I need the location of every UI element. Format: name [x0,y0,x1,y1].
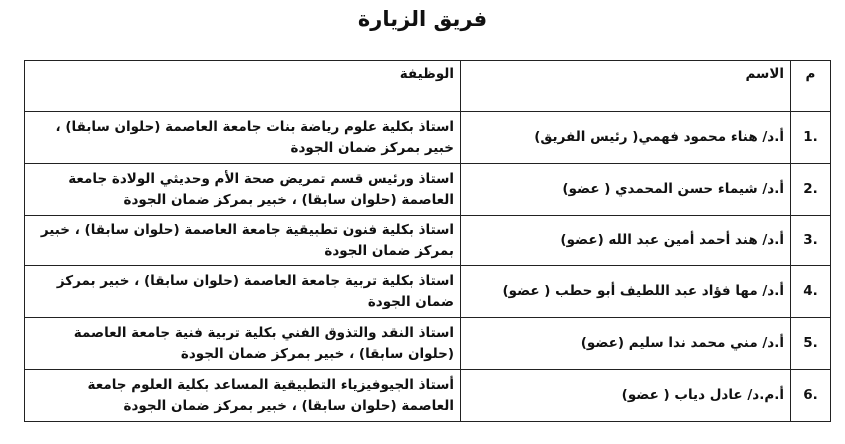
page-title: فريق الزيارة [357,7,488,31]
table-row [25,318,831,370]
header-name: الاسم [461,61,791,112]
member-name: أ.م.د/ عادل دياب ( عضو) [461,370,791,422]
row-number: .6 [791,370,831,422]
table-row [25,164,831,216]
row-number: .5 [791,318,831,370]
member-job: استاذ بكلية تربية جامعة العاصمة (حلوان سابقا) ، خبير بمركز ضمان الجودة [25,266,461,318]
header-number: م [791,61,831,112]
table-header-row [25,61,831,112]
table-row [25,112,831,164]
row-number: .2 [791,164,831,216]
member-job: استاذ بكلية علوم رياضة بنات جامعة العاصمة (حلوان سابقا) ، خبير بمركز ضمان الجودة [25,112,461,164]
member-job: أستاذ الجيوفيزياء التطبيقية المساعد بكلية العلوم جامعة العاصمة (حلوان سابقا) ، خبير بمركز ضمان الجودة [25,370,461,422]
member-job: استاذ ورئيس قسم تمريض صحة الأم وحديثي الولادة جامعة العاصمة (حلوان سابقا) ، خبير بمركز ضمان الجودة [25,164,461,216]
member-job: استاذ بكلية فنون تطبيقية جامعة العاصمة (حلوان سابقا) ، خبير بمركز ضمان الجودة [25,216,461,266]
row-number: .4 [791,266,831,318]
member-name: أ.د/ شيماء حسن المحمدي ( عضو) [461,164,791,216]
table-row [25,216,831,266]
member-name: أ.د/ مها فؤاد عبد اللطيف أبو حطب ( عضو) [461,266,791,318]
header-job: الوظيفة [25,61,461,112]
member-name: أ.د/ هناء محمود فهمي( رئيس الفريق) [461,112,791,164]
team-table [24,60,831,422]
member-name: أ.د/ هند أحمد أمين عبد الله (عضو) [461,216,791,266]
table-row [25,370,831,422]
row-number: .3 [791,216,831,266]
table-row [25,266,831,318]
row-number: .1 [791,112,831,164]
member-name: أ.د/ مني محمد ندا سليم (عضو) [461,318,791,370]
member-job: استاذ النقد والتذوق الفني بكلية تربية فنية جامعة العاصمة (حلوان سابقا) ، خبير بمركز ضمان الجودة [25,318,461,370]
